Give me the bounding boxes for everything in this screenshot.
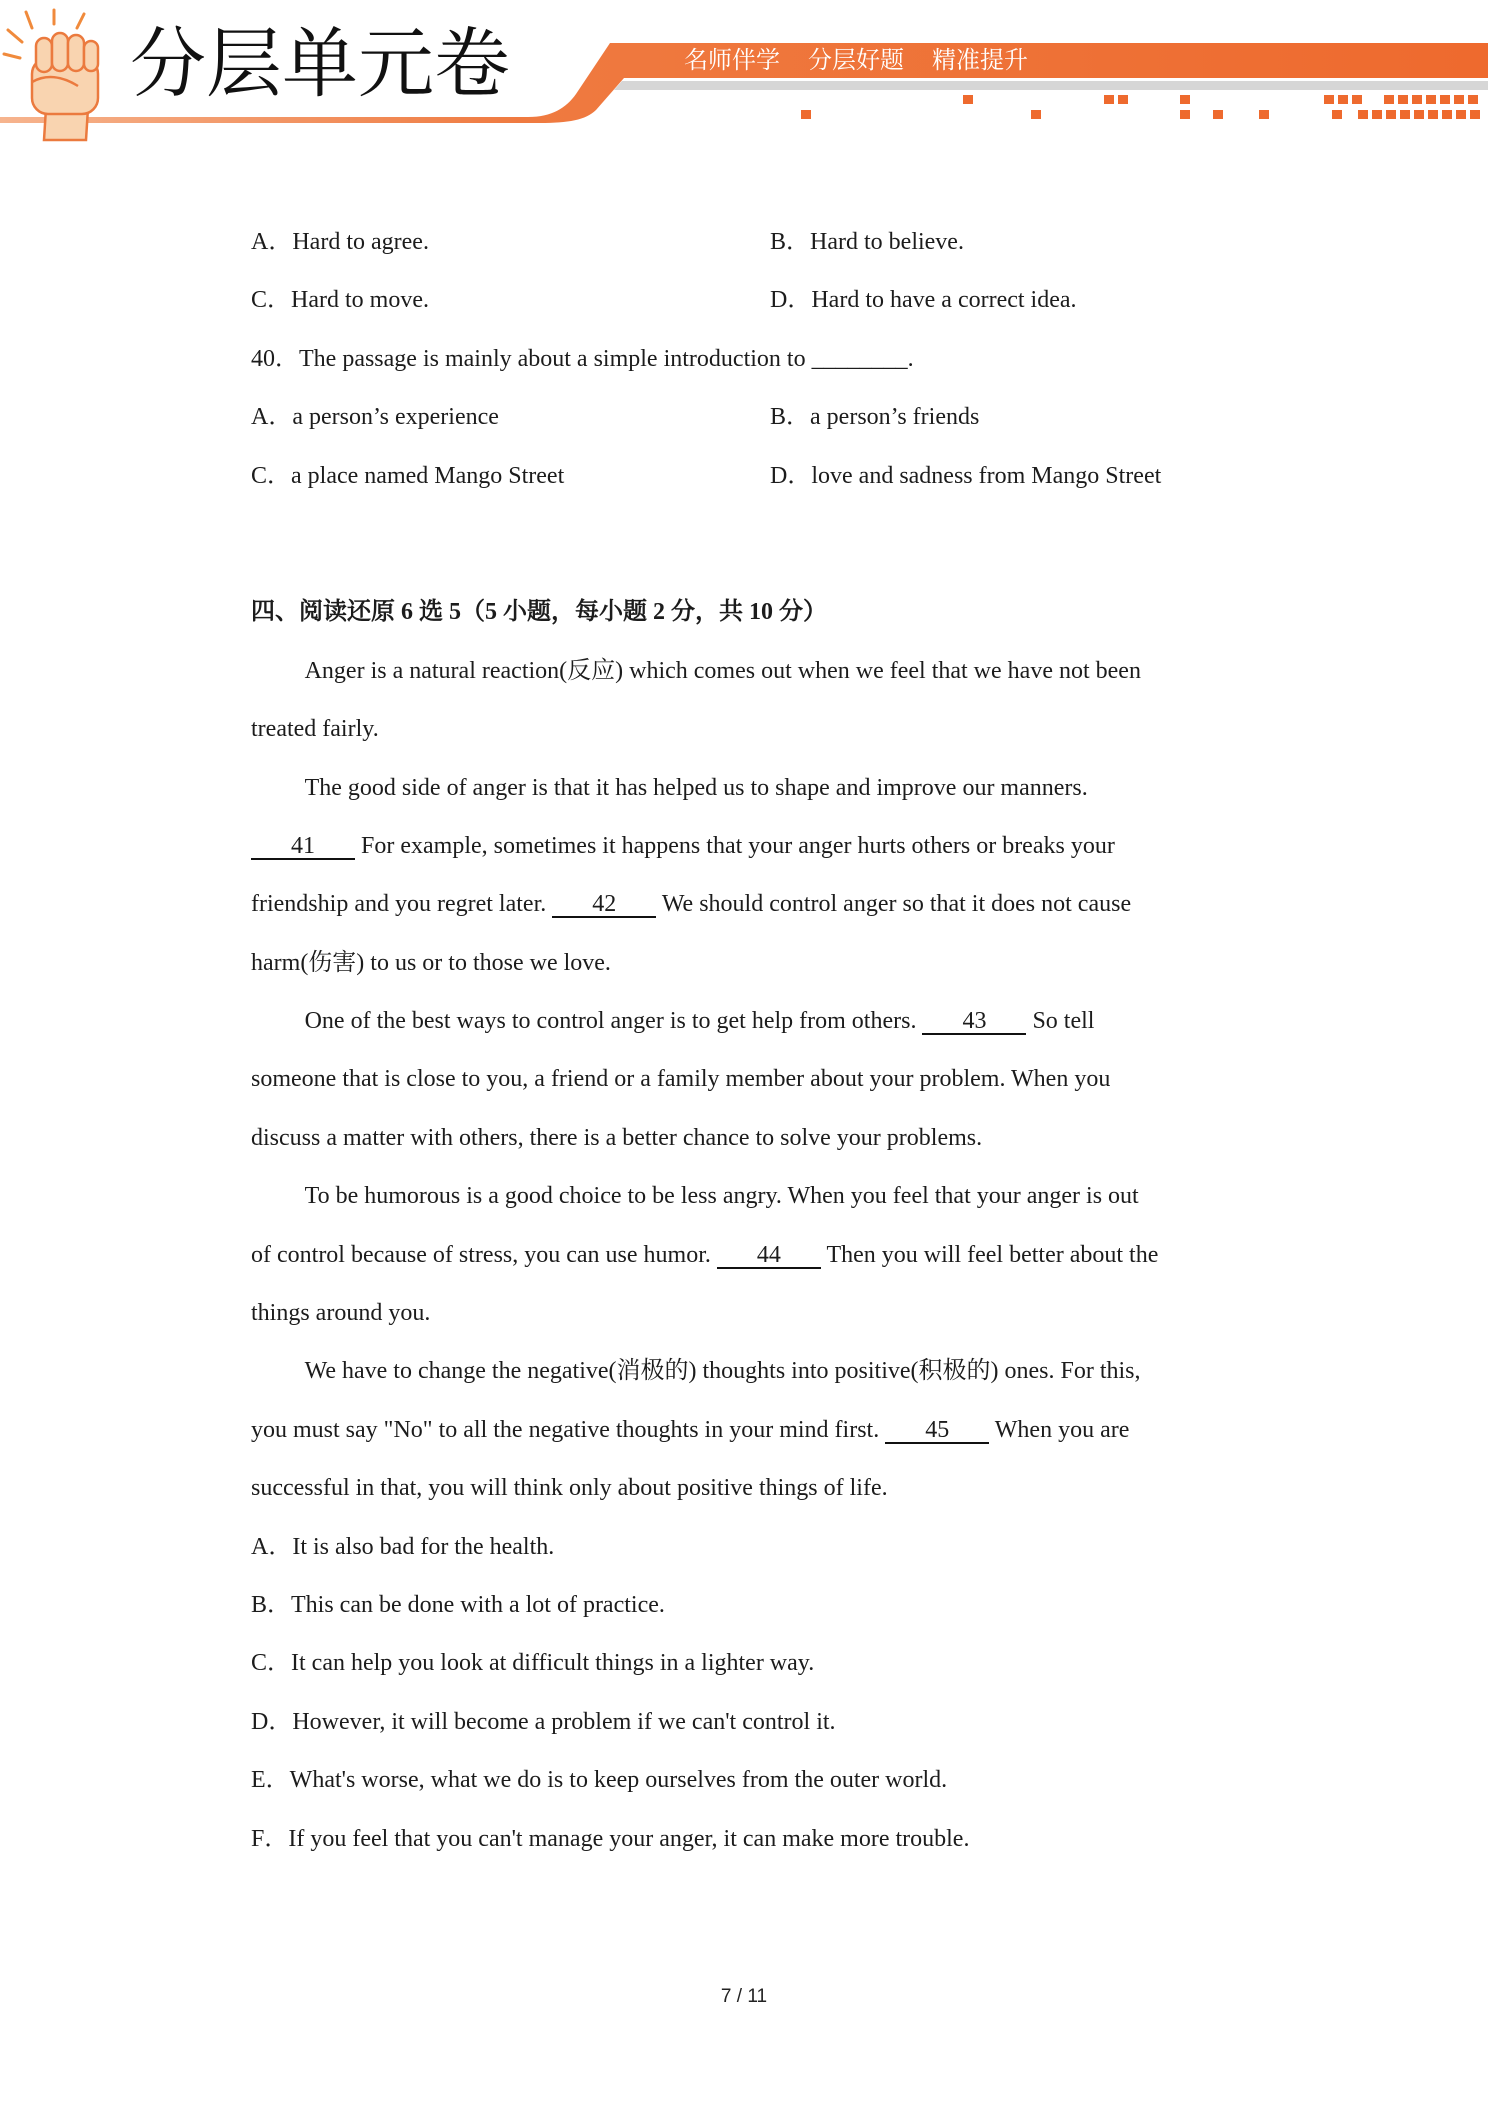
- banner-dot: [1104, 95, 1114, 104]
- option-text: a person’s experience: [292, 404, 499, 431]
- option-d: [770, 271, 1289, 329]
- blank-41: 41: [251, 834, 355, 860]
- option-text: love and sadness from Mango Street: [811, 462, 1162, 489]
- option-label: A．: [251, 404, 293, 431]
- page-header: [0, 0, 1488, 150]
- passage-text: treated fairly.: [251, 716, 379, 743]
- banner-dot: [1440, 95, 1450, 104]
- banner-gray-stripe: [614, 81, 1488, 90]
- option-b: [251, 1576, 1451, 1634]
- option-text: If you feel that you can't manage your anger, it can make more trouble.: [288, 1825, 970, 1852]
- banner-dot: [1386, 110, 1396, 119]
- option-a: [251, 388, 770, 446]
- banner-dot: [1338, 95, 1348, 104]
- passage-text: One of the best ways to control anger is to get help from others.: [304, 1008, 917, 1035]
- option-f: [251, 1810, 1451, 1868]
- banner-dot: [1372, 110, 1382, 119]
- banner-dot: [1259, 110, 1269, 119]
- option-label: C．: [251, 287, 292, 314]
- banner-dot: [1414, 110, 1424, 119]
- banner-dot: [1118, 95, 1128, 104]
- banner-dot: [1180, 110, 1190, 119]
- banner-dot: [1442, 110, 1452, 119]
- option-text: However, it will become a problem if we can't control it.: [292, 1708, 836, 1735]
- passage-text: When you are: [994, 1416, 1130, 1443]
- banner-dot: [1352, 95, 1362, 104]
- option-text: a place named Mango Street: [291, 462, 565, 489]
- fist-icon: [2, 8, 114, 142]
- banner-dot: [1470, 110, 1480, 119]
- passage-line: [251, 759, 1451, 817]
- banner-dot: [1456, 110, 1466, 119]
- option-label: B．: [251, 1591, 292, 1618]
- question-text: The passage is mainly about a simple introduction to ________.: [299, 345, 914, 372]
- option-text: Hard to agree.: [292, 229, 429, 255]
- option-d: [770, 447, 1289, 505]
- option-label: E．: [251, 1767, 290, 1794]
- page-number: 7 / 11: [720, 1986, 768, 2007]
- banner-dot: [1213, 110, 1223, 119]
- blank-45: 45: [885, 1418, 989, 1444]
- slogan-item: 名师伴学: [684, 46, 780, 74]
- option-text: What's worse, what we do is to keep ourselves from the outer world.: [289, 1767, 948, 1794]
- banner-dot: [1384, 95, 1394, 104]
- passage-text: To be humorous is a good choice to be less angry. When you feel that your anger is out: [304, 1183, 1139, 1210]
- option-text: Hard to move.: [291, 287, 429, 314]
- option-text: It is also bad for the health.: [292, 1533, 555, 1560]
- banner-dot: [801, 110, 811, 119]
- banner-dot: [1454, 95, 1464, 104]
- passage-text: friendship and you regret later.: [251, 891, 547, 918]
- option-text: Hard to believe.: [810, 229, 964, 255]
- banner-dot: [1031, 110, 1041, 119]
- passage-text: So tell: [1032, 1008, 1095, 1035]
- banner-dot: [1428, 110, 1438, 119]
- option-label: B．: [770, 404, 811, 431]
- passage-line: [251, 1167, 1451, 1225]
- slogan-item: 精准提升: [932, 46, 1028, 74]
- header-slogans: [684, 43, 1028, 78]
- passage-line: [251, 1050, 1451, 1108]
- option-label: D．: [251, 1708, 293, 1735]
- banner-dot: [1324, 95, 1334, 104]
- passage-text: discuss a matter with others, there is a better chance to solve your problems.: [251, 1124, 983, 1151]
- passage-text: We should control anger so that it does not cause: [661, 891, 1132, 918]
- option-b: [770, 388, 1289, 446]
- passage-line: [251, 1226, 1451, 1284]
- passage-text: of control because of stress, you can use humor.: [251, 1241, 711, 1268]
- slogan-item: 分层好题: [808, 46, 904, 74]
- banner-dot: [1358, 110, 1368, 119]
- option-text: It can help you look at difficult things in a lighter way.: [291, 1650, 815, 1677]
- passage-line: [251, 934, 1451, 992]
- question-number: 40．: [251, 345, 299, 372]
- section-heading: 四、阅读还原 6 选 5（5 小题，每小题 2 分，共 10 分）: [251, 599, 827, 626]
- passage-line: [251, 992, 1451, 1050]
- banner-dot: [1332, 110, 1342, 119]
- option-label: D．: [770, 287, 812, 314]
- option-label: A．: [251, 1533, 293, 1560]
- option-d: [251, 1693, 1451, 1751]
- passage-text: you must say "No" to all the negative thoughts in your mind first.: [251, 1416, 880, 1443]
- option-text: Hard to have a correct idea.: [811, 287, 1077, 314]
- banner-dot: [963, 95, 973, 104]
- passage-line: [251, 1459, 1451, 1517]
- passage-text: Then you will feel better about the: [826, 1241, 1159, 1268]
- blank-42: 42: [552, 892, 656, 918]
- option-label: C．: [251, 462, 292, 489]
- option-row: [251, 447, 1451, 505]
- banner-dot-pattern: [801, 95, 1480, 119]
- option-label: D．: [770, 462, 812, 489]
- passage-text: harm(伤害) to us or to those we love.: [251, 949, 611, 976]
- option-label: F．: [251, 1825, 289, 1852]
- banner-dot: [1400, 110, 1410, 119]
- passage-text: Anger is a natural reaction(反应) which comes out when we feel that we have not been: [304, 657, 1141, 684]
- passage-line: [251, 1284, 1451, 1342]
- blank-44: 44: [717, 1243, 821, 1269]
- banner-dot: [1180, 95, 1190, 104]
- passage-text: successful in that, you will think only about positive things of life.: [251, 1475, 888, 1502]
- blank-43: 43: [922, 1009, 1026, 1035]
- banner-dot: [1468, 95, 1478, 104]
- passage-line: [251, 1109, 1451, 1167]
- passage-line: [251, 1401, 1451, 1459]
- header-title: 分层单元卷: [130, 19, 510, 108]
- passage-line: [251, 1342, 1451, 1400]
- option-row: [251, 271, 1451, 329]
- banner-dot: [1398, 95, 1408, 104]
- passage-text: someone that is close to you, a friend or a family member about your problem. When you: [251, 1066, 1111, 1093]
- option-e: [251, 1751, 1451, 1809]
- option-c: [251, 271, 770, 329]
- passage-line: [251, 700, 1451, 758]
- passage-line: [251, 875, 1451, 933]
- option-label: A．: [251, 229, 293, 255]
- option-a: [251, 213, 770, 271]
- option-c: [251, 447, 770, 505]
- passage-line: [251, 817, 1451, 875]
- option-b: [770, 213, 1289, 271]
- banner-dot: [1426, 95, 1436, 104]
- option-a: [251, 1518, 1451, 1576]
- passage-text: We have to change the negative(消极的) thoughts into positive(积极的) ones. For this,: [304, 1358, 1141, 1385]
- banner-dot: [1412, 95, 1422, 104]
- passage-text: For example, sometimes it happens that your anger hurts others or breaks your: [361, 832, 1115, 859]
- option-c: [251, 1634, 1451, 1692]
- option-row: [251, 213, 1451, 271]
- passage-line: [251, 642, 1451, 700]
- option-label: C．: [251, 1650, 292, 1677]
- passage-text: The good side of anger is that it has helped us to shape and improve our manners.: [304, 774, 1088, 801]
- option-text: a person’s friends: [810, 404, 980, 431]
- option-row: [251, 388, 1451, 446]
- option-text: This can be done with a lot of practice.: [291, 1591, 665, 1618]
- question-40-stem: [251, 330, 1451, 388]
- passage-text: things around you.: [251, 1300, 431, 1327]
- option-label: B．: [770, 229, 811, 255]
- page-content: [251, 213, 1451, 1868]
